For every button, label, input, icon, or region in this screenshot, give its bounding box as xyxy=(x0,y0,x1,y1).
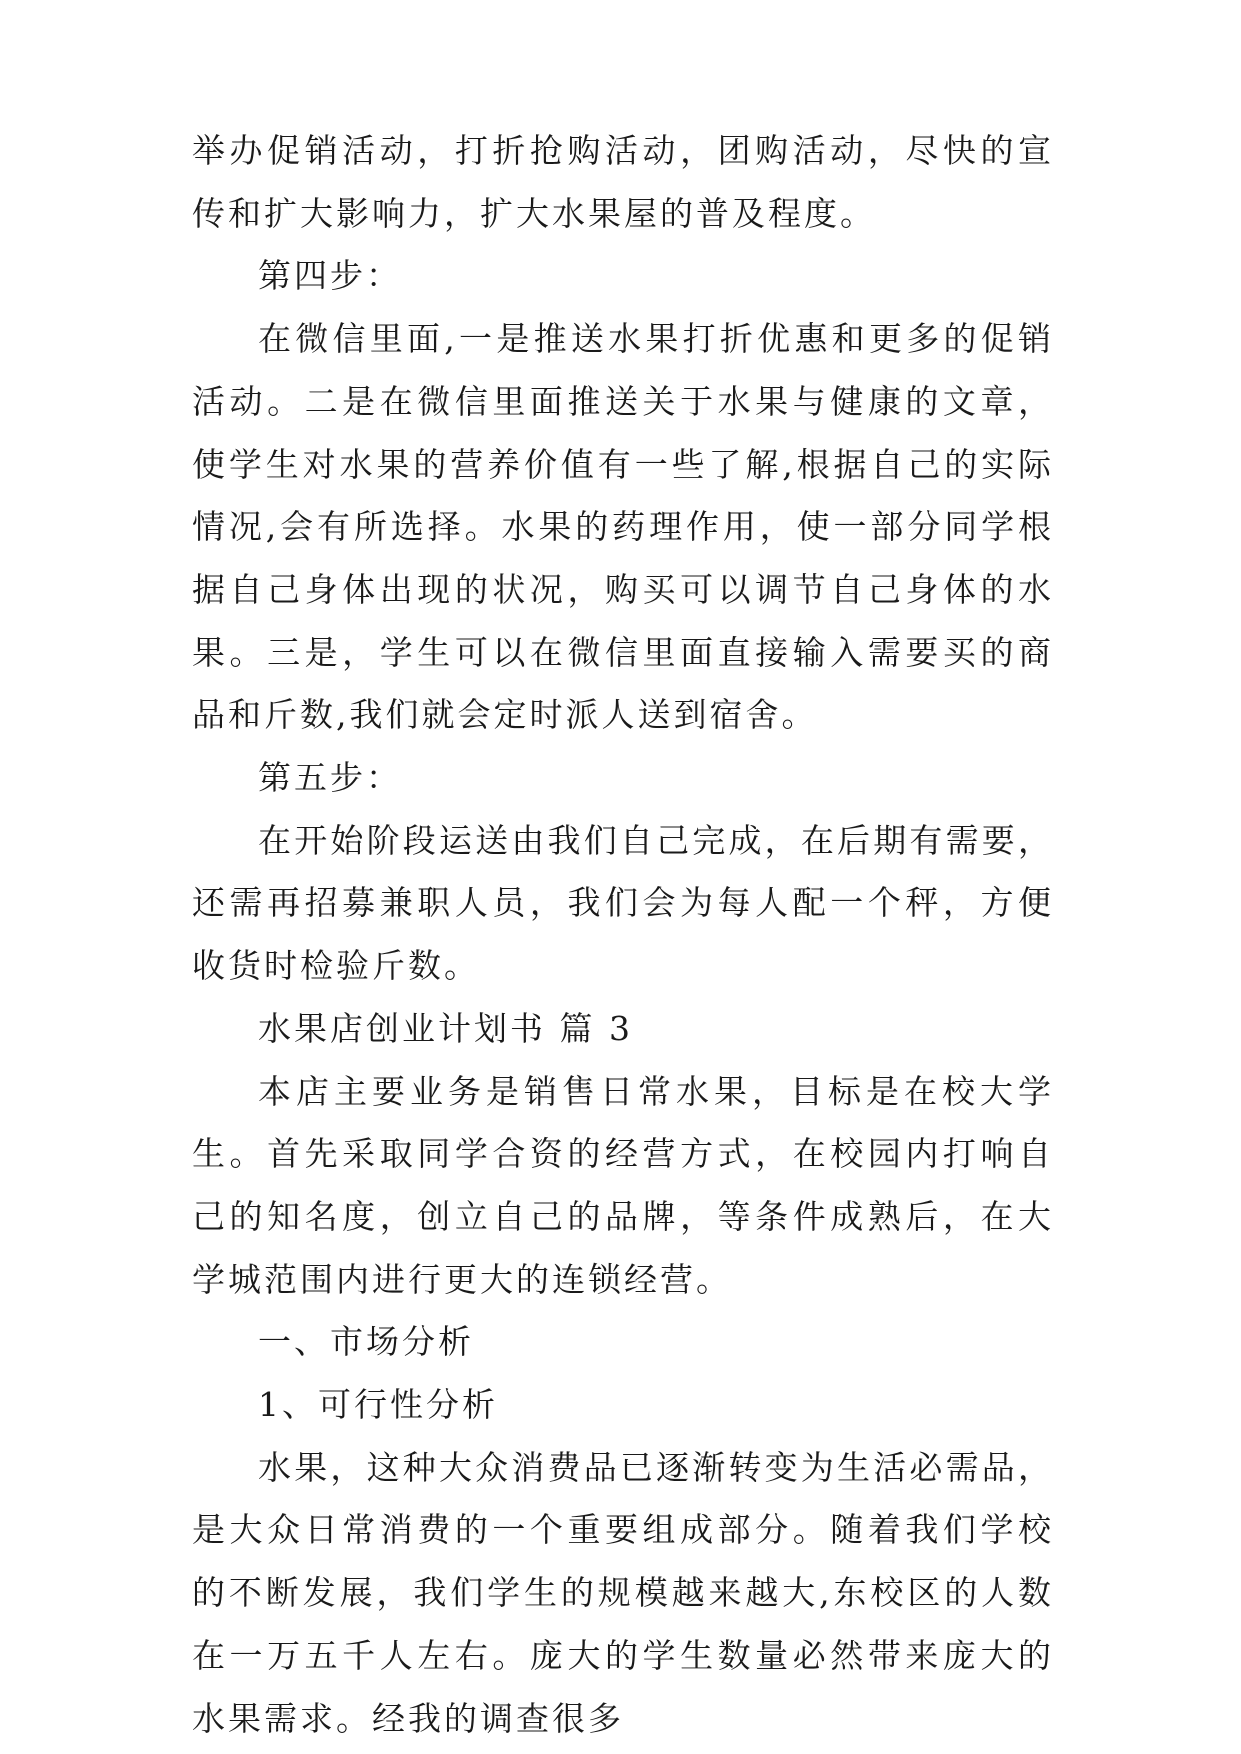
section-title-plan-3: 水果店创业计划书 篇 3 xyxy=(258,1008,633,1048)
paragraph-promotion-continued: 举办促销活动，打折抢购活动，团购活动，尽快的宣传和扩大影响力，扩大水果屋的普及程度。 xyxy=(192,131,1054,233)
paragraph-delivery: 在开始阶段运送由我们自己完成，在后期有需要，还需再招募兼职人员，我们会为每人配一个秤，方便收货时检验斤数。 xyxy=(192,820,1054,986)
paragraph-business-overview: 本店主要业务是销售日常水果，目标是在校大学生。首先采取同学合资的经营方式，在校园内打响自己的知名度，创立自己的品牌，等条件成熟后，在大学城范围内进行更大的连锁经营。 xyxy=(192,1071,1054,1299)
document-body xyxy=(192,120,1054,1750)
heading-feasibility-analysis: 1、可行性分析 xyxy=(258,1385,498,1425)
heading-market-analysis: 一、市场分析 xyxy=(258,1322,474,1362)
paragraph-fruit-demand: 水果，这种大众消费品已逐渐转变为生活必需品，是大众日常消费的一个重要组成部分。随着我们学校的不断发展，我们学生的规模越来越大,东校区的人数在一万五千人左右。庞大的学生数量必然带来庞大的水果需求。经我的调查很多 xyxy=(192,1447,1054,1738)
heading-step-five: 第五步： xyxy=(258,758,402,798)
heading-step-four: 第四步： xyxy=(258,256,402,296)
paragraph-wechat-push: 在微信里面,一是推送水果打折优惠和更多的促销活动。二是在微信里面推送关于水果与健康的文章，使学生对水果的营养价值有一些了解,根据自己的实际情况,会有所选择。水果的药理作用，使一部分同学根据自己身体出现的状况，购买可以调节自己身体的水果。三是，学生可以在微信里面直接输入需要买的商品和斤数,我们就会定时派人送到宿舍。 xyxy=(192,319,1054,735)
